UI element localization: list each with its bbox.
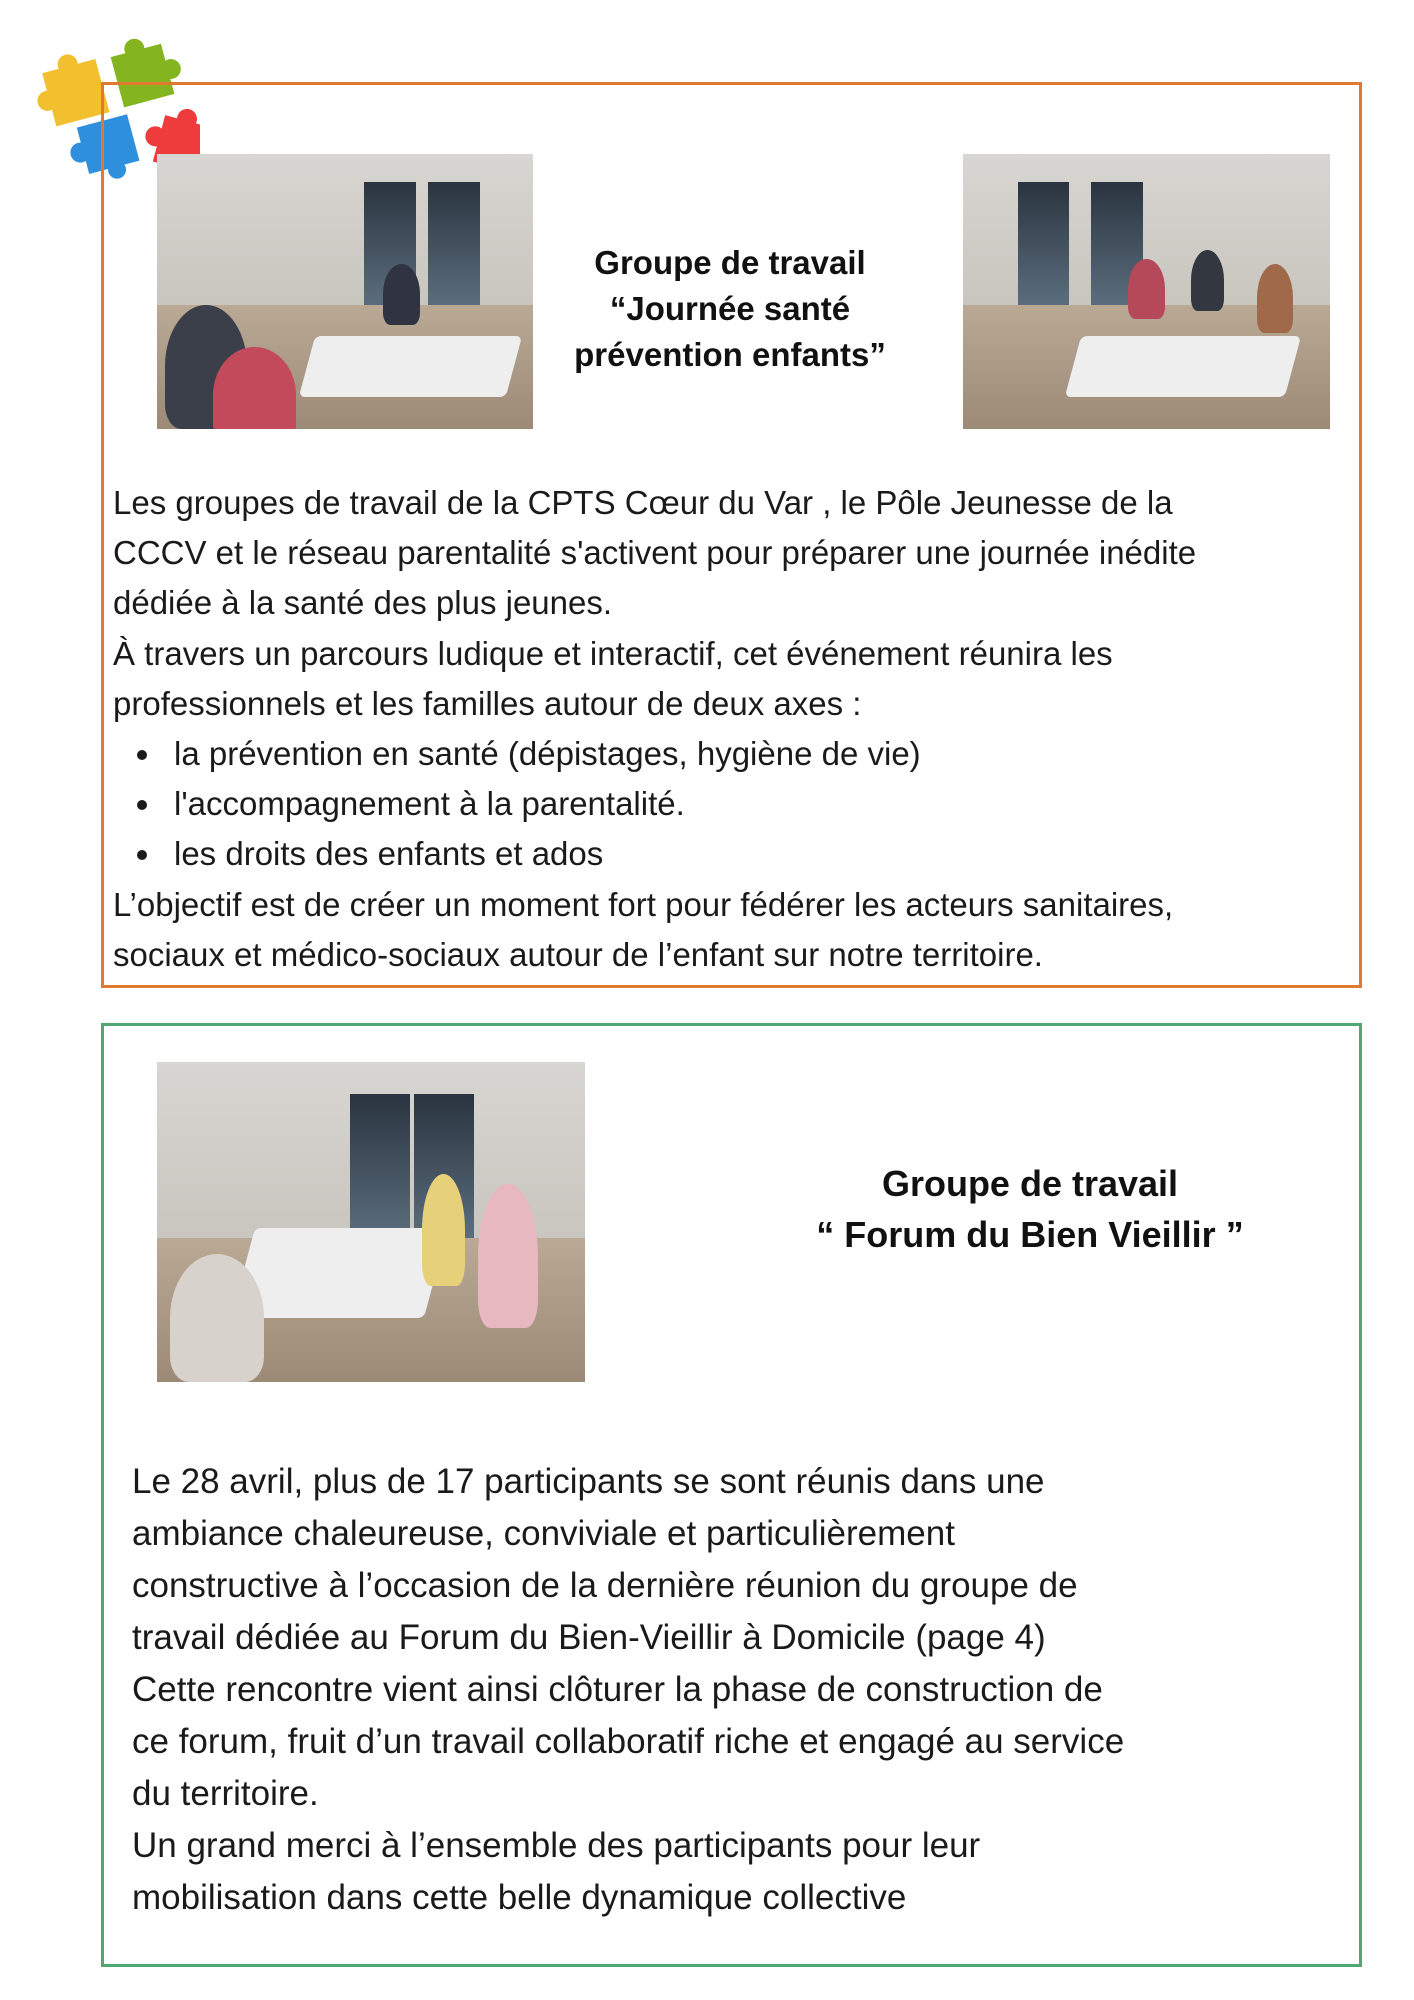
- bullet-icon: [137, 800, 147, 810]
- title-line: prévention enfants”: [574, 336, 886, 373]
- paragraph-line: professionnels et les familles autour de deux axes :: [113, 684, 862, 722]
- bullet-text: la prévention en santé (dépistages, hygiène de vie): [174, 735, 921, 773]
- bullet-icon: [137, 850, 147, 860]
- paragraph-line: Un grand merci à l’ensemble des participants pour leur: [132, 1826, 981, 1865]
- section1-title: [540, 240, 920, 378]
- paragraph-line: ambiance chaleureuse, conviviale et particulièrement: [132, 1514, 955, 1553]
- bullet-text: l'accompagnement à la parentalité.: [174, 785, 685, 823]
- paragraph-line: ce forum, fruit d’un travail collaboratif riche et engagé au service: [132, 1722, 1125, 1761]
- paragraph-line: sociaux et médico-sociaux autour de l’enfant sur notre territoire.: [113, 935, 1043, 973]
- section2-body: [132, 1456, 1124, 1924]
- title-line: “ Forum du Bien Vieillir ”: [816, 1214, 1244, 1255]
- paragraph-line: constructive à l’occasion de la dernière réunion du groupe de: [132, 1566, 1078, 1605]
- title-line: “Journée santé: [609, 290, 851, 327]
- paragraph-line: Les groupes de travail de la CPTS Cœur du Var , le Pôle Jeunesse de la: [113, 484, 1173, 521]
- paragraph-line: CCCV et le réseau parentalité s'activent pour préparer une journée inédite: [113, 534, 1197, 572]
- paragraph-line: mobilisation dans cette belle dynamique collective: [132, 1878, 907, 1917]
- workgroup-photo-2: [963, 154, 1330, 429]
- bullet-item: [113, 829, 1196, 879]
- paragraph-line: travail dédiée au Forum du Bien-Vieillir à Domicile (page 4): [132, 1618, 1046, 1657]
- paragraph-line: L’objectif est de créer un moment fort pour fédérer les acteurs sanitaires,: [113, 885, 1174, 923]
- title-line: Groupe de travail: [594, 244, 866, 281]
- title-line: Groupe de travail: [881, 1163, 1179, 1204]
- bullet-text: les droits des enfants et ados: [174, 835, 604, 873]
- bullet-icon: [137, 750, 147, 760]
- bullet-item: [113, 779, 1196, 829]
- workgroup-photo-1: [157, 154, 533, 429]
- paragraph-line: Le 28 avril, plus de 17 participants se sont réunis dans une: [132, 1462, 1045, 1501]
- paragraph-line: À travers un parcours ludique et interactif, cet événement réunira les: [113, 634, 1113, 672]
- paragraph-line: du territoire.: [132, 1774, 319, 1813]
- workgroup-photo-3: [157, 1062, 585, 1382]
- paragraph-line: Cette rencontre vient ainsi clôturer la phase de construction de: [132, 1670, 1103, 1709]
- section1-body: [113, 478, 1196, 980]
- paragraph-line: dédiée à la santé des plus jeunes.: [113, 584, 613, 622]
- bullet-item: [113, 729, 1196, 779]
- section2-title: [760, 1158, 1300, 1260]
